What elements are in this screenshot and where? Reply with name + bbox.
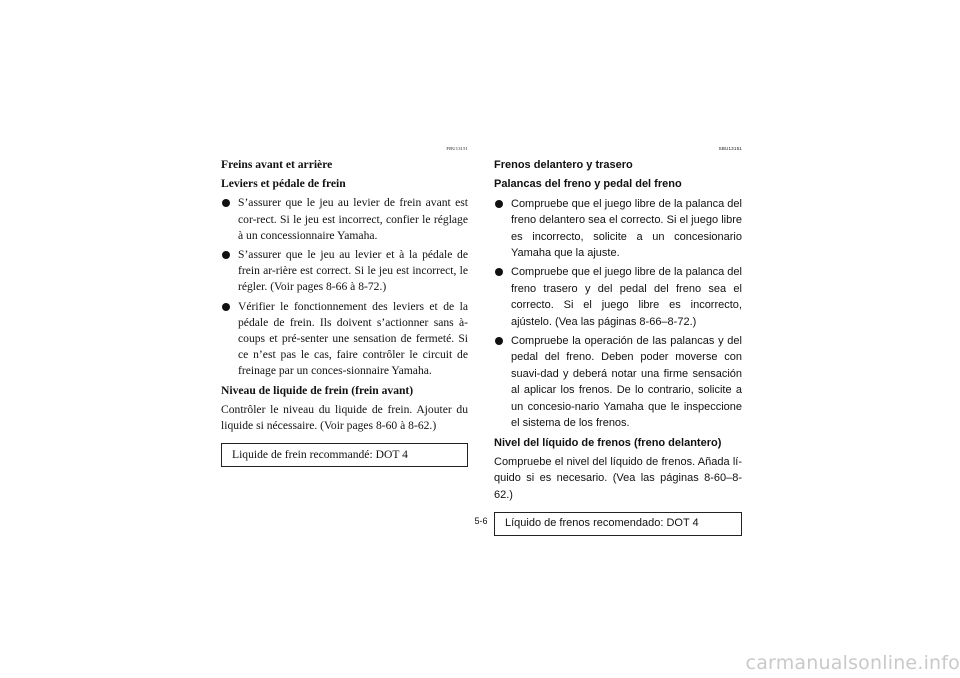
bullet-icon: [495, 268, 503, 276]
bullet-text: Vérifier le fonctionnement des leviers et de la pédale de frein. Ils doivent s’actionner sans à-coups et pré-senter une sensation de fermeté. Si ce n’est pas le cas, faire contrôler le circuit de freinage par un conces-sionnaire Yamaha.: [238, 299, 468, 378]
list-item: [221, 195, 468, 244]
fluid-heading: Niveau de liquide de frein (frein avant): [221, 383, 414, 397]
recommended-fluid-box: Liquide de frein recommandé: DOT 4: [221, 443, 468, 467]
section-code: FBU13151: [446, 146, 468, 151]
fluid-text: Compruebe el nivel del líquido de frenos. Añada lí-quido si es necesario. (Vea las páginas 8-60–8-62.): [494, 455, 742, 501]
fluid-text: Contrôler le niveau du liquide de frein. Ajouter du liquide si nécessaire. (Voir pages 8-60 à 8-62.): [221, 402, 468, 433]
bullet-text: Compruebe que el juego libre de la palanca del freno delantero sea el correcto. Si el juego libre es incorrecto, solicite a un concesionario Yamaha que la ajuste.: [511, 197, 742, 260]
list-item: [494, 196, 742, 262]
list-item: [494, 264, 742, 330]
watermark: carmanualsonline.info: [745, 652, 960, 674]
section-code: SBU13151: [718, 146, 742, 151]
section-title: Frenos delantero y trasero: [494, 159, 633, 171]
bullet-icon: [495, 337, 503, 345]
bullet-text: Compruebe que el juego libre de la palanca del freno trasero y del pedal del freno sea el correcto. Si el juego libre es incorrecto, ajústelo. (Vea las páginas 8-66–8-72.): [511, 266, 742, 328]
bullet-icon: [222, 251, 230, 259]
bullet-icon: [495, 200, 503, 208]
fluid-heading: Nivel del líquido de frenos (freno delantero): [494, 436, 722, 449]
page-number: 5-6: [474, 516, 488, 526]
bullet-icon: [222, 199, 230, 207]
french-column: [221, 146, 468, 467]
spanish-column: [494, 146, 742, 536]
bullet-list: [494, 196, 742, 432]
section-title: Freins avant et arrière: [221, 158, 333, 171]
bullet-text: S’assurer que le jeu au levier et à la pédale de frein ar-rière est correct. Si le jeu est incorrect, le régler. (Voir pages 8-66 à 8-72.): [238, 248, 468, 294]
list-item: [494, 333, 742, 431]
bullet-text: S’assurer que le jeu au levier de frein avant est cor-rect. Si le jeu est incorrect, confier le réglage à un concessionnaire Yamaha.: [238, 196, 468, 242]
bullet-list: [221, 195, 468, 379]
bullet-text: Compruebe la operación de las palancas y del pedal del freno. Deben poder moverse con suavi-dad y deberá notar una firme sensación al aplicar los frenos. De lo contrario, solicite a un concesio-nario Yamaha que le inspeccione el sistema de los frenos.: [511, 335, 742, 430]
section-subtitle: Leviers et pédale de frein: [221, 177, 346, 191]
list-item: [221, 247, 468, 296]
recommended-fluid-box: Líquido de frenos recomendado: DOT 4: [494, 512, 742, 536]
bullet-icon: [222, 303, 230, 311]
list-item: [221, 299, 468, 380]
section-subtitle: Palancas del freno y pedal del freno: [494, 178, 682, 191]
